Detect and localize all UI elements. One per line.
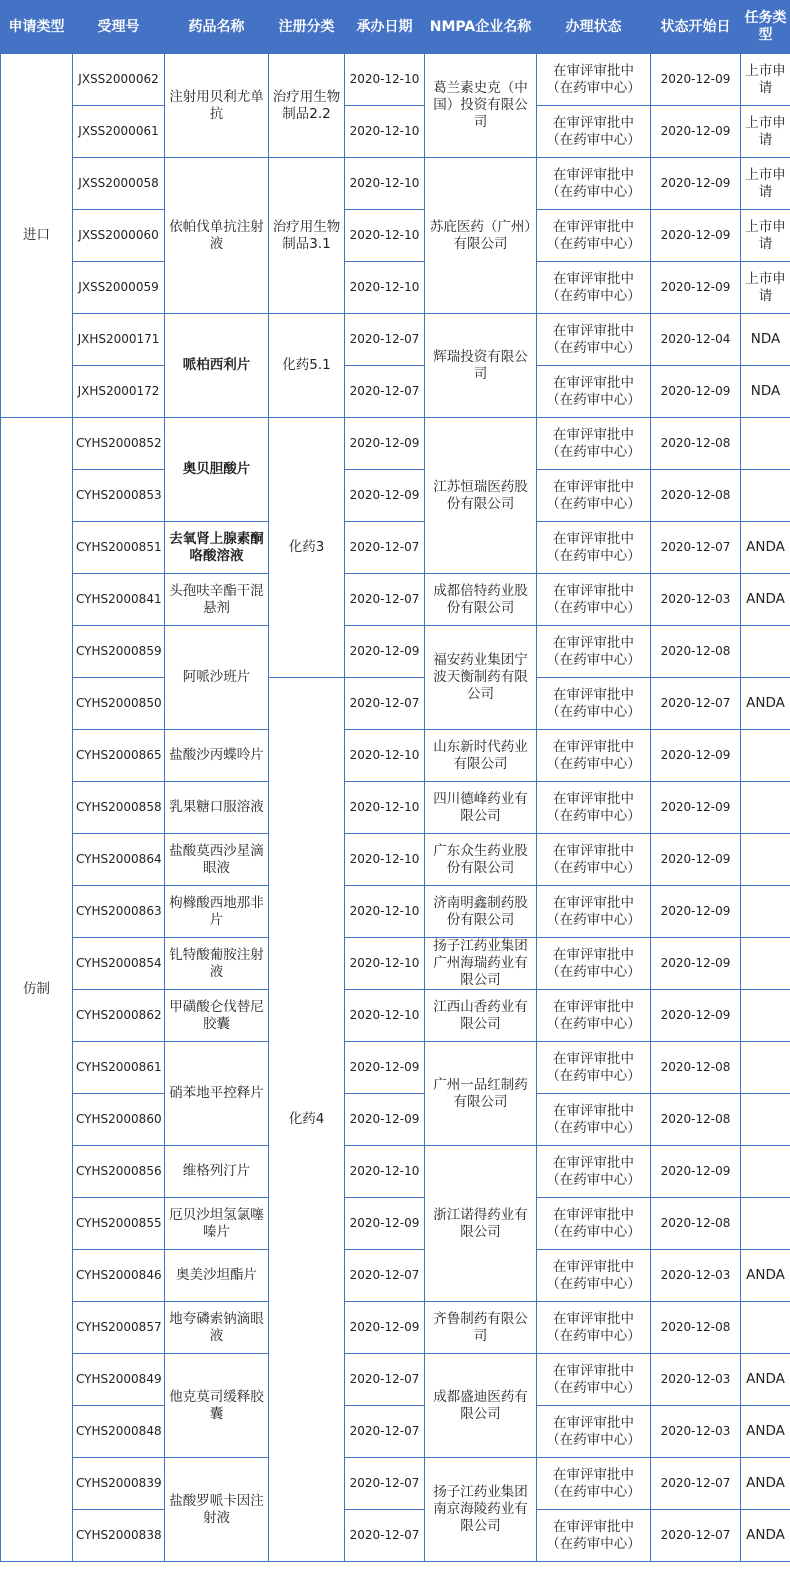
acceptance-number-cell: JXSS2000062 (73, 54, 165, 106)
status-cell: 在审评审批中（在药审中心） (537, 574, 651, 626)
handling-date-cell: 2020-12-07 (345, 1406, 425, 1458)
registration-category-cell: 治疗用生物制品2.2 (269, 54, 345, 158)
task-type-cell: ANDA (741, 678, 790, 730)
table-row (1, 782, 790, 834)
status-start-date-cell: 2020-12-09 (651, 782, 741, 834)
drug-name-cell: 注射用贝利尤单抗 (165, 54, 269, 158)
task-type-cell: ANDA (741, 1354, 790, 1406)
company-name-cell: 江苏恒瑞医药股份有限公司 (425, 418, 537, 574)
task-type-cell (741, 470, 790, 522)
acceptance-number-cell: CYHS2000846 (73, 1250, 165, 1302)
handling-date-cell: 2020-12-09 (345, 470, 425, 522)
drug-name-cell: 盐酸莫西沙星滴眼液 (165, 834, 269, 886)
task-type-cell: ANDA (741, 1406, 790, 1458)
handling-date-cell: 2020-12-10 (345, 210, 425, 262)
drug-name-cell: 哌柏西利片 (165, 314, 269, 418)
status-start-date-cell: 2020-12-09 (651, 262, 741, 314)
status-cell: 在审评审批中（在药审中心） (537, 678, 651, 730)
task-type-cell (741, 1146, 790, 1198)
task-type-cell (741, 782, 790, 834)
status-cell: 在审评审批中（在药审中心） (537, 730, 651, 782)
acceptance-number-cell: CYHS2000839 (73, 1458, 165, 1510)
company-name-cell: 广州一品红制药有限公司 (425, 1042, 537, 1146)
task-type-cell (741, 990, 790, 1042)
status-cell: 在审评审批中（在药审中心） (537, 262, 651, 314)
handling-date-cell: 2020-12-09 (345, 1094, 425, 1146)
handling-date-cell: 2020-12-10 (345, 938, 425, 990)
acceptance-number-cell: JXSS2000058 (73, 158, 165, 210)
company-name-cell: 齐鲁制药有限公司 (425, 1302, 537, 1354)
status-start-date-cell: 2020-12-08 (651, 1302, 741, 1354)
col-header: NMPA企业名称 (425, 1, 537, 54)
header-row (1, 1, 790, 54)
handling-date-cell: 2020-12-10 (345, 834, 425, 886)
acceptance-number-cell: CYHS2000860 (73, 1094, 165, 1146)
table-row (1, 1146, 790, 1198)
table-row (1, 1354, 790, 1406)
company-name-cell: 山东新时代药业有限公司 (425, 730, 537, 782)
status-start-date-cell: 2020-12-09 (651, 158, 741, 210)
acceptance-number-cell: CYHS2000864 (73, 834, 165, 886)
handling-date-cell: 2020-12-07 (345, 1458, 425, 1510)
col-header: 受理号 (73, 1, 165, 54)
status-cell: 在审评审批中（在药审中心） (537, 418, 651, 470)
acceptance-number-cell: CYHS2000851 (73, 522, 165, 574)
task-type-cell (741, 1042, 790, 1094)
status-cell: 在审评审批中（在药审中心） (537, 1458, 651, 1510)
status-start-date-cell: 2020-12-09 (651, 366, 741, 418)
status-start-date-cell: 2020-12-09 (651, 834, 741, 886)
task-type-cell: 上市申请 (741, 54, 790, 106)
status-start-date-cell: 2020-12-04 (651, 314, 741, 366)
drug-name-cell: 头孢呋辛酯干混悬剂 (165, 574, 269, 626)
status-start-date-cell: 2020-12-09 (651, 210, 741, 262)
table-row (1, 366, 790, 418)
task-type-cell (741, 1198, 790, 1250)
acceptance-number-cell: CYHS2000852 (73, 418, 165, 470)
drug-name-cell: 盐酸罗哌卡因注射液 (165, 1458, 269, 1562)
col-header: 申请类型 (1, 1, 73, 54)
drug-name-cell: 奥美沙坦酯片 (165, 1250, 269, 1302)
table-row (1, 574, 790, 626)
task-type-cell: ANDA (741, 522, 790, 574)
table-row (1, 1250, 790, 1302)
company-name-cell: 扬子江药业集团广州海瑞药业有限公司 (425, 938, 537, 990)
drug-name-cell: 奥贝胆酸片 (165, 418, 269, 522)
status-cell: 在审评审批中（在药审中心） (537, 106, 651, 158)
task-type-cell: ANDA (741, 1250, 790, 1302)
company-name-cell: 浙江诺得药业有限公司 (425, 1146, 537, 1302)
status-start-date-cell: 2020-12-08 (651, 1094, 741, 1146)
acceptance-number-cell: CYHS2000858 (73, 782, 165, 834)
table-row (1, 1302, 790, 1354)
task-type-cell (741, 626, 790, 678)
status-start-date-cell: 2020-12-03 (651, 1406, 741, 1458)
table-row (1, 1094, 790, 1146)
status-start-date-cell: 2020-12-03 (651, 1250, 741, 1302)
company-name-cell: 济南明鑫制药股份有限公司 (425, 886, 537, 938)
status-cell: 在审评审批中（在药审中心） (537, 1510, 651, 1562)
task-type-cell: ANDA (741, 574, 790, 626)
status-cell: 在审评审批中（在药审中心） (537, 626, 651, 678)
table-row (1, 990, 790, 1042)
drug-name-cell: 他克莫司缓释胶囊 (165, 1354, 269, 1458)
col-header: 状态开始日 (651, 1, 741, 54)
col-header: 注册分类 (269, 1, 345, 54)
handling-date-cell: 2020-12-10 (345, 106, 425, 158)
drug-name-cell: 厄贝沙坦氢氯噻嗪片 (165, 1198, 269, 1250)
table-row (1, 730, 790, 782)
drug-name-cell: 硝苯地平控释片 (165, 1042, 269, 1146)
acceptance-number-cell: CYHS2000861 (73, 1042, 165, 1094)
handling-date-cell: 2020-12-07 (345, 314, 425, 366)
acceptance-number-cell: CYHS2000838 (73, 1510, 165, 1562)
company-name-cell: 江西山香药业有限公司 (425, 990, 537, 1042)
task-type-cell: 上市申请 (741, 210, 790, 262)
task-type-cell: 上市申请 (741, 262, 790, 314)
col-header: 药品名称 (165, 1, 269, 54)
acceptance-number-cell: JXHS2000171 (73, 314, 165, 366)
handling-date-cell: 2020-12-09 (345, 626, 425, 678)
drug-name-cell: 枸橼酸西地那非片 (165, 886, 269, 938)
task-type-cell (741, 730, 790, 782)
table-row (1, 1510, 790, 1562)
table-row (1, 54, 790, 106)
status-cell: 在审评审批中（在药审中心） (537, 314, 651, 366)
drug-name-cell: 去氧肾上腺素酮咯酸溶液 (165, 522, 269, 574)
company-name-cell: 苏庇医药（广州）有限公司 (425, 158, 537, 314)
handling-date-cell: 2020-12-07 (345, 366, 425, 418)
handling-date-cell: 2020-12-10 (345, 158, 425, 210)
acceptance-number-cell: CYHS2000854 (73, 938, 165, 990)
handling-date-cell: 2020-12-07 (345, 678, 425, 730)
task-type-cell (741, 938, 790, 990)
handling-date-cell: 2020-12-07 (345, 1250, 425, 1302)
status-cell: 在审评审批中（在药审中心） (537, 54, 651, 106)
drug-name-cell: 钆特酸葡胺注射液 (165, 938, 269, 990)
table-row (1, 262, 790, 314)
status-cell: 在审评审批中（在药审中心） (537, 210, 651, 262)
task-type-cell: 上市申请 (741, 106, 790, 158)
acceptance-number-cell: CYHS2000841 (73, 574, 165, 626)
handling-date-cell: 2020-12-07 (345, 574, 425, 626)
table-row (1, 314, 790, 366)
company-name-cell: 成都盛迪医药有限公司 (425, 1354, 537, 1458)
status-cell: 在审评审批中（在药审中心） (537, 1250, 651, 1302)
task-type-cell: NDA (741, 366, 790, 418)
status-start-date-cell: 2020-12-08 (651, 418, 741, 470)
acceptance-number-cell: CYHS2000850 (73, 678, 165, 730)
company-name-cell: 扬子江药业集团南京海陵药业有限公司 (425, 1458, 537, 1562)
status-start-date-cell: 2020-12-09 (651, 1146, 741, 1198)
table-row (1, 522, 790, 574)
task-type-cell: ANDA (741, 1510, 790, 1562)
col-header: 办理状态 (537, 1, 651, 54)
handling-date-cell: 2020-12-09 (345, 1302, 425, 1354)
handling-date-cell: 2020-12-09 (345, 418, 425, 470)
status-cell: 在审评审批中（在药审中心） (537, 1354, 651, 1406)
acceptance-number-cell: JXSS2000061 (73, 106, 165, 158)
acceptance-number-cell: CYHS2000862 (73, 990, 165, 1042)
status-cell: 在审评审批中（在药审中心） (537, 158, 651, 210)
drug-name-cell: 甲磺酸仑伐替尼胶囊 (165, 990, 269, 1042)
handling-date-cell: 2020-12-10 (345, 886, 425, 938)
table-row (1, 678, 790, 730)
table-row (1, 418, 790, 470)
drug-name-cell: 乳果糖口服溶液 (165, 782, 269, 834)
table-row (1, 938, 790, 990)
company-name-cell: 四川德峰药业有限公司 (425, 782, 537, 834)
status-start-date-cell: 2020-12-09 (651, 54, 741, 106)
status-cell: 在审评审批中（在药审中心） (537, 990, 651, 1042)
status-cell: 在审评审批中（在药审中心） (537, 938, 651, 990)
table-row (1, 470, 790, 522)
company-name-cell: 葛兰素史克（中国）投资有限公司 (425, 54, 537, 158)
acceptance-number-cell: CYHS2000849 (73, 1354, 165, 1406)
status-start-date-cell: 2020-12-09 (651, 730, 741, 782)
handling-date-cell: 2020-12-07 (345, 522, 425, 574)
status-cell: 在审评审批中（在药审中心） (537, 1094, 651, 1146)
registration-category-cell: 化药5.1 (269, 314, 345, 418)
task-type-cell: ANDA (741, 1458, 790, 1510)
table-row (1, 626, 790, 678)
drug-name-cell: 维格列汀片 (165, 1146, 269, 1198)
task-type-cell (741, 1094, 790, 1146)
registration-category-cell: 化药4 (269, 678, 345, 1562)
status-start-date-cell: 2020-12-07 (651, 522, 741, 574)
handling-date-cell: 2020-12-07 (345, 1510, 425, 1562)
registration-category-cell: 化药3 (269, 418, 345, 678)
task-type-cell: 上市申请 (741, 158, 790, 210)
status-cell: 在审评审批中（在药审中心） (537, 1406, 651, 1458)
table-row (1, 1458, 790, 1510)
handling-date-cell: 2020-12-07 (345, 1354, 425, 1406)
table-row (1, 106, 790, 158)
acceptance-number-cell: JXSS2000060 (73, 210, 165, 262)
company-name-cell: 广东众生药业股份有限公司 (425, 834, 537, 886)
task-type-cell (741, 1302, 790, 1354)
table-row (1, 210, 790, 262)
status-start-date-cell: 2020-12-09 (651, 106, 741, 158)
handling-date-cell: 2020-12-10 (345, 54, 425, 106)
status-start-date-cell: 2020-12-09 (651, 990, 741, 1042)
drug-name-cell: 盐酸沙丙蝶呤片 (165, 730, 269, 782)
handling-date-cell: 2020-12-09 (345, 1198, 425, 1250)
table-row (1, 1406, 790, 1458)
handling-date-cell: 2020-12-10 (345, 782, 425, 834)
status-start-date-cell: 2020-12-03 (651, 1354, 741, 1406)
company-name-cell: 福安药业集团宁波天衡制药有限公司 (425, 626, 537, 730)
status-start-date-cell: 2020-12-03 (651, 574, 741, 626)
status-cell: 在审评审批中（在药审中心） (537, 470, 651, 522)
task-type-cell (741, 418, 790, 470)
company-name-cell: 成都倍特药业股份有限公司 (425, 574, 537, 626)
status-cell: 在审评审批中（在药审中心） (537, 886, 651, 938)
handling-date-cell: 2020-12-10 (345, 262, 425, 314)
acceptance-number-cell: CYHS2000859 (73, 626, 165, 678)
acceptance-number-cell: JXSS2000059 (73, 262, 165, 314)
acceptance-number-cell: CYHS2000855 (73, 1198, 165, 1250)
status-cell: 在审评审批中（在药审中心） (537, 782, 651, 834)
table-row (1, 886, 790, 938)
handling-date-cell: 2020-12-09 (345, 1042, 425, 1094)
status-start-date-cell: 2020-12-07 (651, 1510, 741, 1562)
status-cell: 在审评审批中（在药审中心） (537, 834, 651, 886)
table-body (1, 54, 790, 1562)
registration-category-cell: 治疗用生物制品3.1 (269, 158, 345, 314)
status-cell: 在审评审批中（在药审中心） (537, 1198, 651, 1250)
acceptance-number-cell: CYHS2000848 (73, 1406, 165, 1458)
status-start-date-cell: 2020-12-08 (651, 626, 741, 678)
col-header: 承办日期 (345, 1, 425, 54)
application-type-cell: 仿制 (1, 418, 73, 1562)
status-start-date-cell: 2020-12-08 (651, 1042, 741, 1094)
table-row (1, 158, 790, 210)
status-start-date-cell: 2020-12-07 (651, 1458, 741, 1510)
task-type-cell (741, 834, 790, 886)
task-type-cell: NDA (741, 314, 790, 366)
acceptance-number-cell: CYHS2000853 (73, 470, 165, 522)
handling-date-cell: 2020-12-10 (345, 990, 425, 1042)
acceptance-number-cell: CYHS2000857 (73, 1302, 165, 1354)
task-type-cell (741, 886, 790, 938)
acceptance-number-cell: JXHS2000172 (73, 366, 165, 418)
status-start-date-cell: 2020-12-07 (651, 678, 741, 730)
status-start-date-cell: 2020-12-08 (651, 470, 741, 522)
status-cell: 在审评审批中（在药审中心） (537, 1302, 651, 1354)
drug-name-cell: 依帕伐单抗注射液 (165, 158, 269, 314)
status-start-date-cell: 2020-12-09 (651, 886, 741, 938)
handling-date-cell: 2020-12-10 (345, 1146, 425, 1198)
status-cell: 在审评审批中（在药审中心） (537, 1146, 651, 1198)
status-start-date-cell: 2020-12-08 (651, 1198, 741, 1250)
table-row (1, 834, 790, 886)
drug-name-cell: 地夸磷索钠滴眼液 (165, 1302, 269, 1354)
drug-name-cell: 阿哌沙班片 (165, 626, 269, 730)
table-row (1, 1198, 790, 1250)
status-start-date-cell: 2020-12-09 (651, 938, 741, 990)
acceptance-number-cell: CYHS2000863 (73, 886, 165, 938)
status-cell: 在审评审批中（在药审中心） (537, 1042, 651, 1094)
status-cell: 在审评审批中（在药审中心） (537, 366, 651, 418)
table-row (1, 1042, 790, 1094)
col-header: 任务类型 (741, 1, 790, 54)
status-cell: 在审评审批中（在药审中心） (537, 522, 651, 574)
company-name-cell: 辉瑞投资有限公司 (425, 314, 537, 418)
acceptance-number-cell: CYHS2000856 (73, 1146, 165, 1198)
handling-date-cell: 2020-12-10 (345, 730, 425, 782)
application-type-cell: 进口 (1, 54, 73, 418)
acceptance-number-cell: CYHS2000865 (73, 730, 165, 782)
